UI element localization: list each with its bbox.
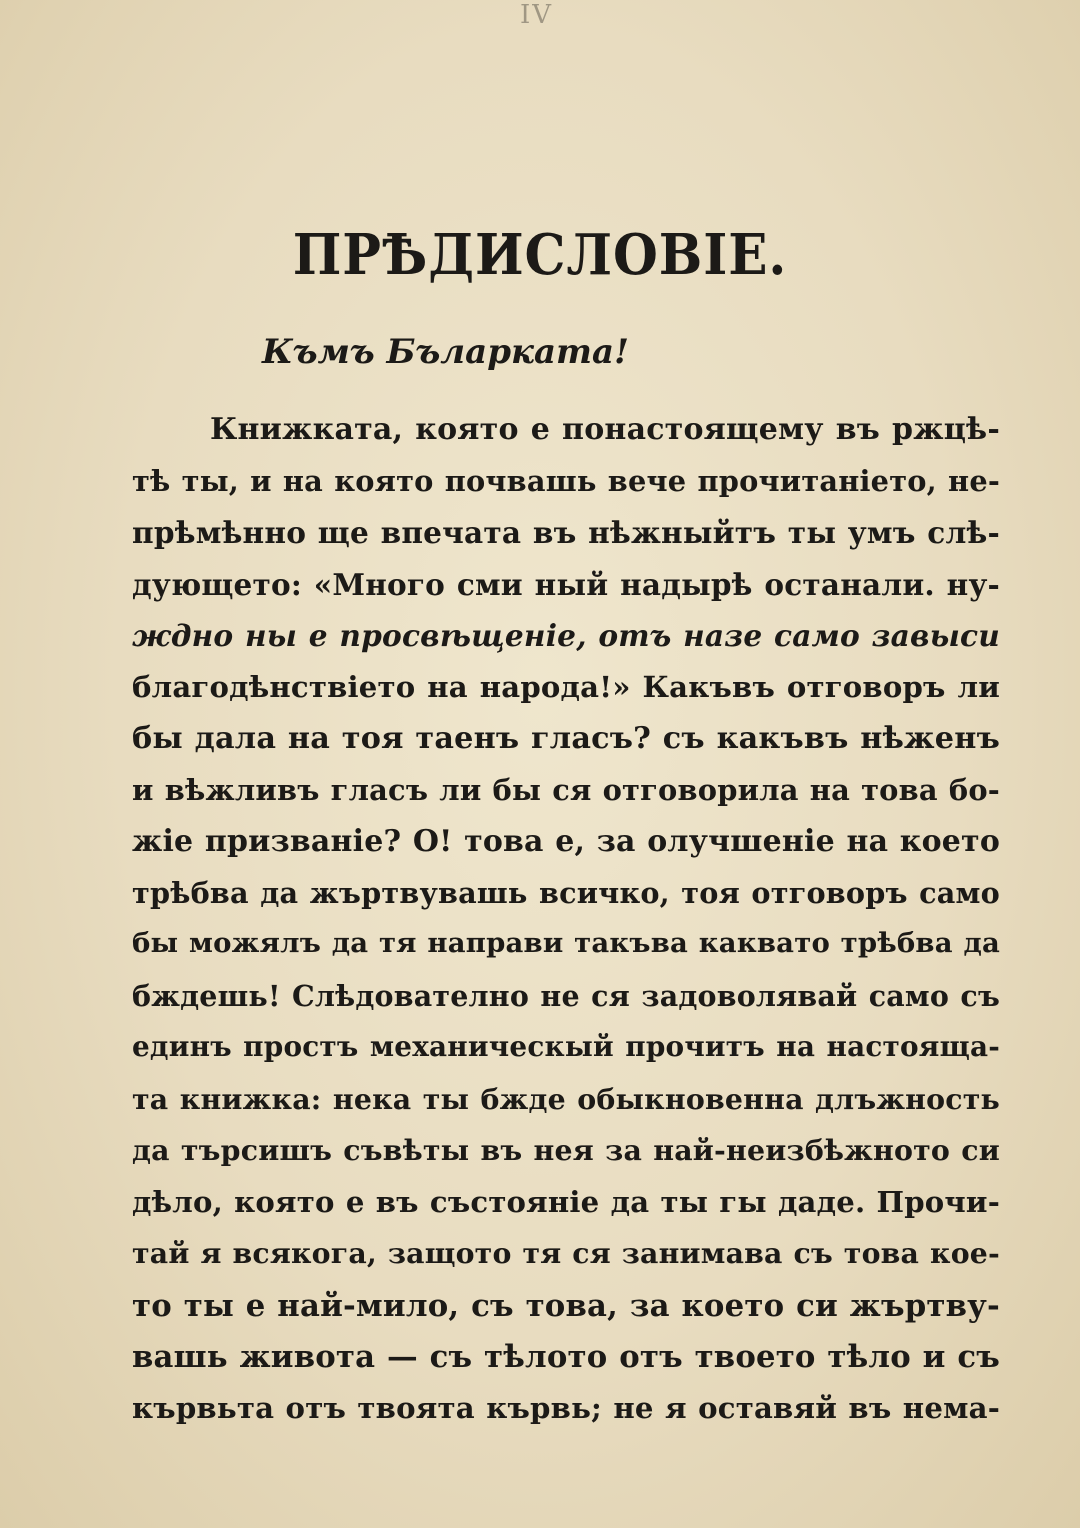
text-line: вашь живота — съ тѣлото отъ твоето тѣло и съ — [132, 1339, 1000, 1375]
text-line: дѣло, която е въ състояніе да ты гы даде. Прочи- — [132, 1184, 1000, 1219]
text-line: трѣбва да жъртвувашь всичко, тоя отговоръ само — [132, 875, 1000, 910]
text-line: ждно ны е просвѣщеніе, отъ назе само завыси — [132, 618, 1000, 653]
text-line: тѣ ты, и на която почвашь вече прочитаніето, не- — [132, 463, 1000, 498]
page-number: IV — [520, 0, 554, 30]
text-line: то ты е най-мило, съ това, за което си жъртву- — [132, 1287, 1000, 1324]
text-line: жіе призваніе? О! това е, за олучшеніе на което — [132, 824, 1000, 859]
text-line: единъ простъ механическый прочитъ на настояща- — [132, 1030, 1000, 1063]
text-line: та книжка: нека ты бжде обыкновенна длъжность — [132, 1081, 1000, 1116]
text-line: дующето: «Много сми ный надырѣ останали. ну- — [132, 566, 1000, 602]
text-line: благодѣнствіето на народа!» Какъвъ отговоръ ли — [132, 669, 1000, 704]
body-paragraph — [132, 412, 1000, 1442]
text-line: и вѣжливъ гласъ ли бы ся отговорила на това бо- — [132, 772, 1000, 807]
text-line: тай я всякога, защото тя ся занимава съ това кое- — [132, 1236, 1000, 1270]
page-title: ПРѢДИСЛОВІЕ. — [292, 222, 788, 288]
text-line: прѣмѣнно ще впечата въ нѣжныйтъ ты умъ слѣ- — [132, 515, 1000, 550]
text-line: бы можялъ да тя направи такъва каквато трѣбва да — [132, 927, 1000, 959]
salutation: Къмъ Бъларката! — [262, 332, 629, 372]
text-line: Книжката, която е понастоящему въ ржцѣ- — [210, 412, 1000, 447]
text-line: бы дала на тоя таенъ гласъ? съ какъвъ нѣженъ — [132, 721, 1000, 756]
text-line: да търсишъ съвѣты въ нея за най-неизбѣжното си — [132, 1133, 1000, 1167]
text-line: бждешь! Слѣдователно не ся задоволявай само съ — [132, 978, 1000, 1013]
text-line: кървьта отъ твоята кървь; не я оставяй въ нема- — [132, 1390, 1000, 1425]
